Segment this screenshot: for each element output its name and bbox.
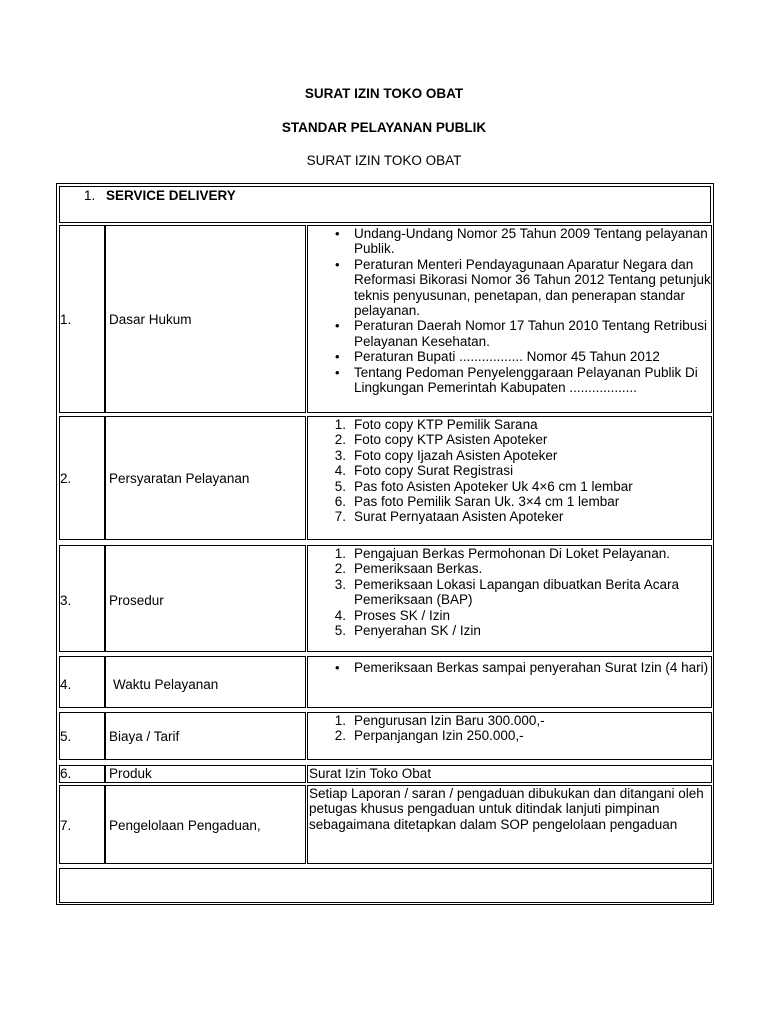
list-item: 4. Foto copy Surat Registrasi xyxy=(334,463,514,479)
document-subtitle: STANDAR PELAYANAN PUBLIK xyxy=(281,120,487,135)
product-text: Surat Izin Toko Obat xyxy=(309,766,432,781)
row-number: 1. xyxy=(60,312,72,327)
list-item: 5. Penyerahan SK / Izin xyxy=(334,623,481,639)
list-item: 2. Foto copy KTP Asisten Apoteker xyxy=(334,432,548,448)
row-number: 2. xyxy=(60,471,72,486)
row-number: 3. xyxy=(60,593,72,608)
service-time-list xyxy=(330,660,712,675)
row-number: 5. xyxy=(60,729,72,744)
list-item: • Peraturan Bupati ................. Nomor 45 Tahun 2012 xyxy=(330,349,712,364)
list-item: 3. Foto copy Ijazah Asisten Apoteker xyxy=(334,447,558,463)
list-item: • Peraturan Menteri Pendayagunaan Aparatur Negara dan Reformasi Bikorasi Nomor 36 Tahun 2012 Tentang petunjuk teknis penyusunan, penetapan, dan penerapan standar pelayanan. xyxy=(330,257,712,319)
document-title: SURAT IZIN TOKO OBAT xyxy=(304,86,464,101)
list-item: 2. Perpanjangan Izin 250.000,- xyxy=(334,728,524,744)
row-label: Dasar Hukum xyxy=(109,312,192,327)
legal-basis-list xyxy=(330,226,712,395)
section-number: 1. xyxy=(84,188,96,203)
row-label: Persyaratan Pelayanan xyxy=(109,471,250,486)
list-item: • Pemeriksaan Berkas sampai penyerahan Surat Izin (4 hari) xyxy=(330,660,712,675)
document-subject: SURAT IZIN TOKO OBAT xyxy=(306,153,462,168)
list-item: 4. Proses SK / Izin xyxy=(334,607,451,623)
list-item: • Peraturan Daerah Nomor 17 Tahun 2010 Tentang Retribusi Pelayanan Kesehatan. xyxy=(330,318,712,349)
list-item: 7. Surat Pernyataan Asisten Apoteker xyxy=(334,509,564,525)
list-item: • Tentang Pedoman Penyelenggaraan Pelayanan Publik Di Lingkungan Pemerintah Kabupaten .................. xyxy=(330,365,712,396)
fee-list xyxy=(330,713,712,744)
row-label: Waktu Pelayanan xyxy=(113,677,219,692)
row-label: Prosedur xyxy=(109,593,164,608)
row-label: Produk xyxy=(109,766,152,781)
list-item: 2. Pemeriksaan Berkas. xyxy=(334,561,483,577)
requirements-list xyxy=(330,417,712,525)
list-item: 3. Pemeriksaan Lokasi Lapangan dibuatkan Berita Acara Pemeriksaan (BAP) xyxy=(334,576,679,608)
list-item: 5. Pas foto Asisten Apoteker Uk 4×6 cm 1 lembar xyxy=(334,478,633,494)
row-number: 6. xyxy=(60,766,72,781)
list-item: 1. Pengurusan Izin Baru 300.000,- xyxy=(334,713,545,728)
row-label: Biaya / Tarif xyxy=(109,729,180,744)
row-number: 7. xyxy=(60,818,72,833)
empty-footer-row xyxy=(59,868,712,903)
procedure-list xyxy=(330,546,712,638)
list-item: 1. Pengajuan Berkas Permohonan Di Loket Pelayanan. xyxy=(334,546,670,561)
list-item: 1. Foto copy KTP Pemilik Sarana xyxy=(334,417,538,432)
list-item: • Undang-Undang Nomor 25 Tahun 2009 Tentang pelayanan Publik. xyxy=(330,226,712,257)
row-number: 4. xyxy=(60,677,72,692)
complaint-text: Setiap Laporan / saran / pengaduan dibukukan dan ditangani oleh petugas khusus pengaduan untuk ditindak lanjuti pimpinan sebagaimana ditetapkan dalam SOP pengelolaan pengaduan xyxy=(309,786,704,832)
section-label: SERVICE DELIVERY xyxy=(106,188,236,203)
list-item: 6. Pas foto Pemilik Saran Uk. 3×4 cm 1 lembar xyxy=(334,494,620,510)
row-label: Pengelolaan Pengaduan, xyxy=(109,818,261,833)
